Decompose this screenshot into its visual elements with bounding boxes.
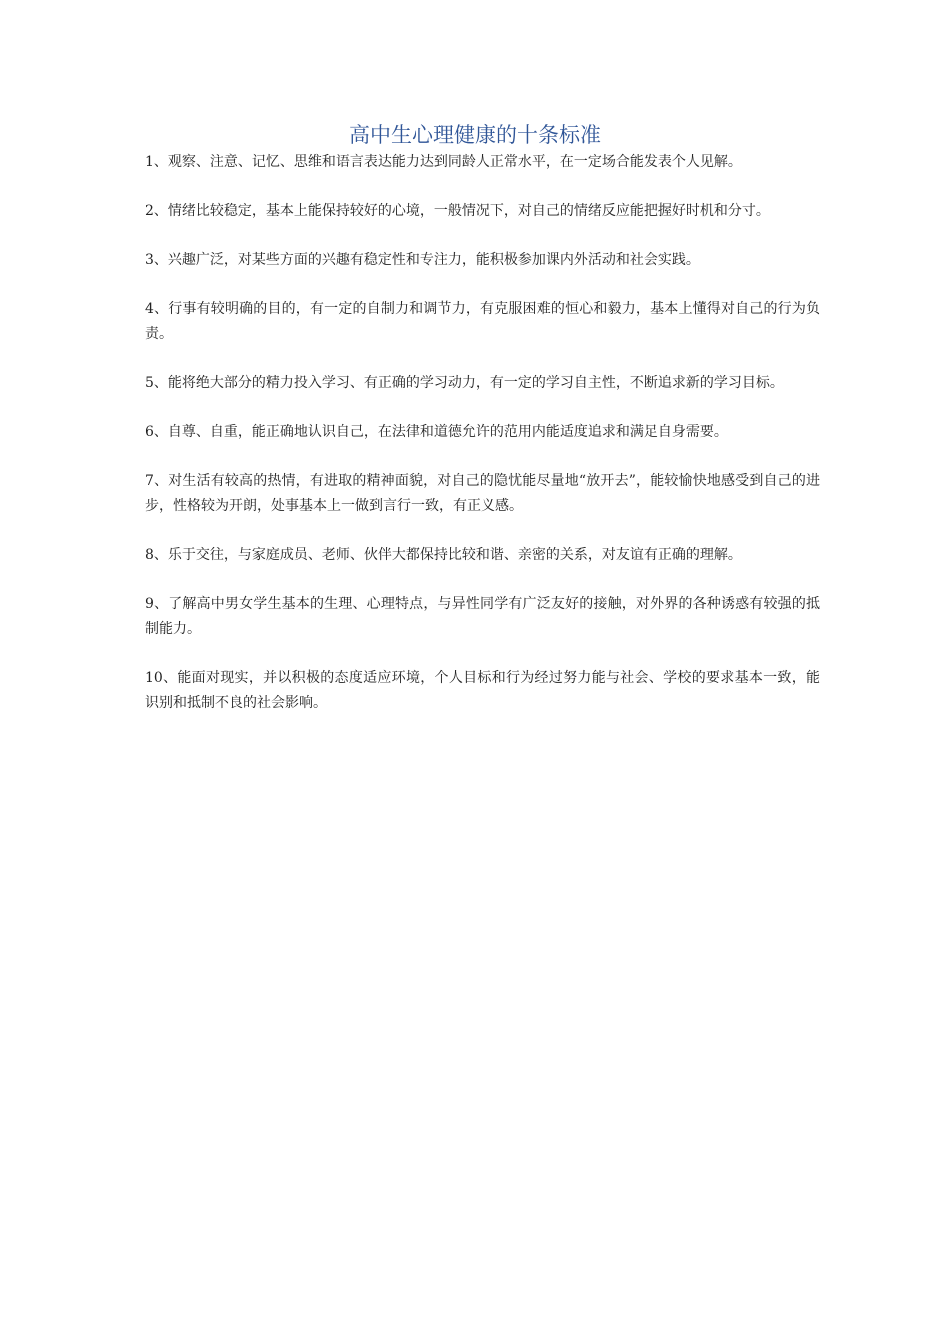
- standard-item-10: 10、能面对现实，并以积极的态度适应环境，个人目标和行为经过努力能与社会、学校的要求基本一致，能识别和抵制不良的社会影响。: [145, 670, 820, 711]
- document-title: 高中生心理健康的十条标准: [349, 123, 601, 147]
- standard-item-8: 8、乐于交往，与家庭成员、老师、伙伴大都保持比较和谐、亲密的关系，对友谊有正确的理解。: [145, 547, 742, 563]
- standard-item-9: 9、了解高中男女学生基本的生理、心理特点，与异性同学有广泛友好的接触，对外界的各种诱惑有较强的抵制能力。: [145, 596, 820, 637]
- standard-item-3: 3、兴趣广泛，对某些方面的兴趣有稳定性和专注力，能积极参加课内外活动和社会实践。: [145, 252, 700, 268]
- standard-item-7: 7、对生活有较高的热情，有进取的精神面貌，对自己的隐忧能尽量地“放开去”，能较愉快地感受到自己的进步，性格较为开朗，处事基本上一做到言行一致，有正义感。: [145, 473, 820, 514]
- standard-item-2: 2、情绪比较稳定，基本上能保持较好的心境，一般情况下，对自己的情绪反应能把握好时机和分寸。: [145, 203, 770, 219]
- standard-item-4: 4、行事有较明确的目的，有一定的自制力和调节力，有克服困难的恒心和毅力，基本上懂得对自己的行为负责。: [145, 301, 820, 342]
- standards-list: [145, 150, 820, 740]
- standard-item-6: 6、自尊、自重，能正确地认识自己，在法律和道德允许的范用内能适度追求和满足自身需要。: [145, 424, 728, 440]
- standard-item-1: 1、观察、注意、记忆、思维和语言表达能力达到同龄人正常水平，在一定场合能发表个人见解。: [145, 154, 742, 170]
- standard-item-5: 5、能将绝大部分的精力投入学习、有正确的学习动力，有一定的学习自主性，不断追求新的学习目标。: [145, 375, 784, 391]
